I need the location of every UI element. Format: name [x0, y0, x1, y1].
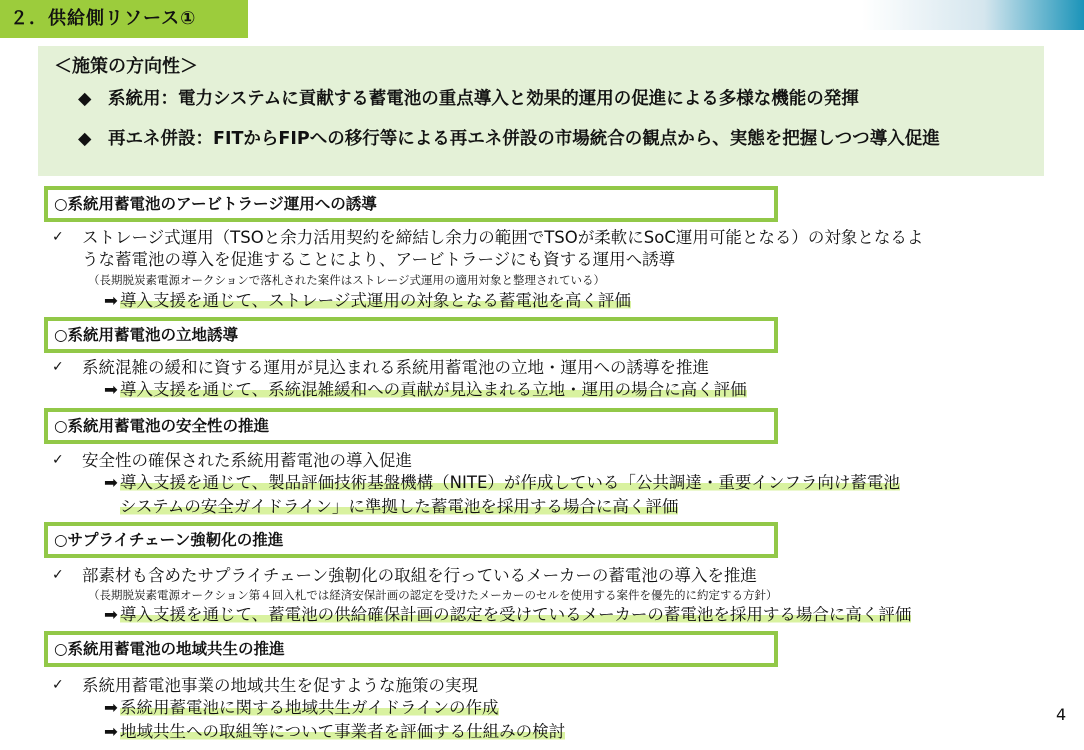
right-arrow-icon: ➡: [104, 605, 118, 624]
section-result-continuation: [120, 495, 678, 519]
policy-direction-item: [78, 126, 1028, 153]
policy-direction-heading: ＜施策の方向性＞: [54, 56, 198, 77]
section-result: [104, 603, 911, 627]
result-text: 地域共生への取組等について事業者を評価する仕組みの検討: [120, 722, 566, 741]
diamond-bullet-icon: ◆: [78, 89, 92, 109]
policy-direction-text: 系統用：電力システムに貢献する蓄電池の重点導入と効果的運用の促進による多様な機能の発揮: [108, 89, 859, 109]
result-text: システムの安全ガイドライン」に準拠した蓄電池を採用する場合に高く評価: [120, 497, 679, 516]
section-text: 系統混雑の緩和に資する運用が見込まれる系統用蓄電池の立地・運用への誘導を推進: [82, 358, 709, 377]
section-heading-community: ○系統用蓄電池の地域共生の推進: [44, 631, 778, 667]
result-text: 導入支援を通じて、系統混雑緩和への貢献が見込まれる立地・運用の場合に高く評価: [120, 380, 747, 399]
diamond-bullet-icon: ◆: [78, 129, 92, 149]
section-text: ストレージ式運用（TSOと余力活用契約を締結し余力の範囲でTSOが柔軟にSoC運用可能となる）の対象となるよ: [82, 228, 924, 247]
policy-direction-text: 再エネ併設：FITからFIPへの移行等による再エネ併設の市場統合の観点から、実態を把握しつつ導入促進: [108, 129, 940, 149]
check-icon: ✓: [52, 567, 64, 583]
section-result: [104, 378, 747, 402]
check-icon: ✓: [52, 452, 64, 468]
section-result: [104, 471, 900, 495]
right-arrow-icon: ➡: [104, 291, 118, 310]
section-note: （長期脱炭素電源オークション第４回入札では経済安保計画の認定を受けたメーカーのセルを使用する案件を優先的に約定する方針）: [88, 588, 778, 602]
right-arrow-icon: ➡: [104, 698, 118, 717]
right-arrow-icon: ➡: [104, 473, 118, 492]
section-text: 系統用蓄電池事業の地域共生を促すような施策の実現: [82, 676, 478, 695]
check-icon: ✓: [52, 677, 64, 693]
page-number: 4: [1056, 705, 1067, 724]
header-gradient-decoration: [862, 0, 1084, 30]
result-text: 導入支援を通じて、製品評価技術基盤機構（NITE）が作成している「公共調達・重要インフラ向け蓄電池: [120, 473, 900, 492]
right-arrow-icon: ➡: [104, 380, 118, 399]
section-heading-siting: ○系統用蓄電池の立地誘導: [44, 317, 778, 353]
result-text: 系統用蓄電池に関する地域共生ガイドラインの作成: [120, 698, 499, 717]
check-icon: ✓: [52, 229, 64, 245]
result-text: 導入支援を通じて、蓄電池の供給確保計画の認定を受けているメーカーの蓄電池を採用する場合に高く評価: [120, 605, 912, 624]
section-heading-supply-chain: ○サプライチェーン強靭化の推進: [44, 522, 778, 558]
section-text: うな蓄電池の導入を促進することにより、アービトラージにも資する運用へ誘導: [82, 250, 676, 269]
result-text: 導入支援を通じて、ストレージ式運用の対象となる蓄電池を高く評価: [120, 291, 631, 310]
check-icon: ✓: [52, 359, 64, 375]
section-result: [104, 696, 499, 720]
section-text: 安全性の確保された系統用蓄電池の導入促進: [82, 451, 412, 470]
section-heading-arbitrage: ○系統用蓄電池のアービトラージ運用への誘導: [44, 186, 778, 222]
slide-title: ２．供給側リソース①: [0, 0, 248, 38]
section-text: 部素材も含めたサプライチェーン強靭化の取組を行っているメーカーの蓄電池の導入を推進: [82, 566, 757, 585]
right-arrow-icon: ➡: [104, 722, 118, 741]
policy-direction-item: [78, 86, 1028, 113]
policy-direction-box: [38, 46, 1044, 176]
section-note: （長期脱炭素電源オークションで落札された案件はストレージ式運用の適用対象と整理されている）: [88, 273, 606, 287]
section-result: [104, 289, 631, 313]
section-result: [104, 720, 565, 744]
section-heading-safety: ○系統用蓄電池の安全性の推進: [44, 408, 778, 444]
